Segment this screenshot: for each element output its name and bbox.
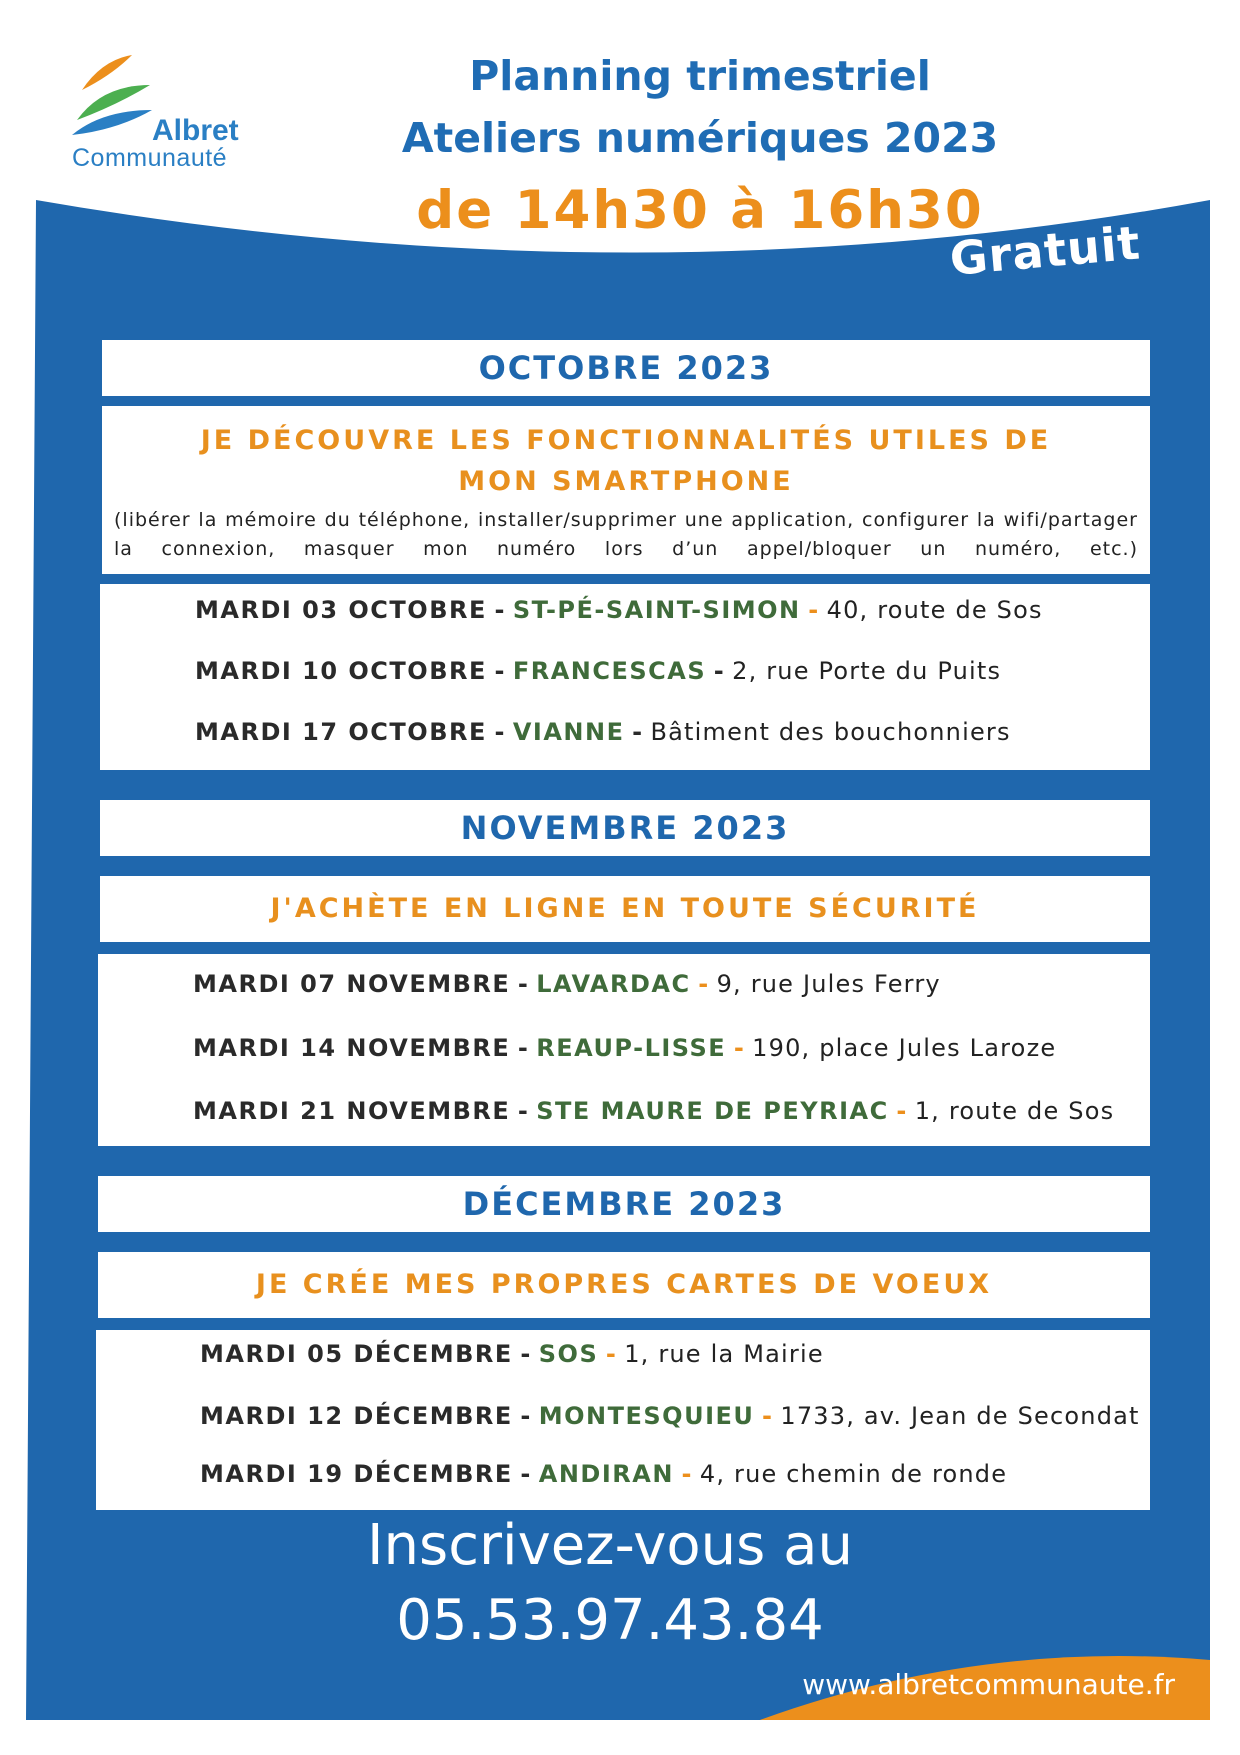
session-row: MARDI 03 OCTOBRE - ST-PÉ-SAINT-SIMON - 40, route de Sos bbox=[195, 596, 1043, 624]
sessions-box-october bbox=[100, 584, 1150, 770]
session-address: 4, rue chemin de ronde bbox=[699, 1460, 1008, 1488]
session-place: STE MAURE DE PEYRIAC bbox=[536, 1097, 889, 1125]
session-address: 190, place Jules Laroze bbox=[752, 1034, 1057, 1062]
session-place: ANDIRAN bbox=[538, 1460, 674, 1488]
session-place: SOS bbox=[538, 1340, 599, 1368]
session-date: MARDI 17 OCTOBRE bbox=[195, 718, 487, 746]
session-row: MARDI 12 DÉCEMBRE - MONTESQUIEU - 1733, av. Jean de Secondat bbox=[200, 1402, 1140, 1430]
session-date: MARDI 07 NOVEMBRE bbox=[193, 970, 511, 998]
session-row: MARDI 10 OCTOBRE - FRANCESCAS - 2, rue Porte du Puits bbox=[195, 657, 1002, 685]
session-date: MARDI 19 DÉCEMBRE bbox=[200, 1460, 513, 1488]
session-date: MARDI 21 NOVEMBRE bbox=[193, 1097, 511, 1125]
albret-logo bbox=[72, 50, 262, 175]
session-date: MARDI 03 OCTOBRE bbox=[195, 596, 487, 624]
session-row: MARDI 07 NOVEMBRE - LAVARDAC - 9, rue Jules Ferry bbox=[193, 970, 941, 998]
theme-title: J'ACHÈTE EN LIGNE EN TOUTE SÉCURITÉ bbox=[270, 893, 980, 924]
logo-leaves-icon bbox=[72, 50, 152, 135]
hours: de 14h30 à 16h30 bbox=[416, 180, 984, 241]
logo-subtitle: Communauté bbox=[72, 144, 228, 172]
website-url: www.albretcommunaute.fr bbox=[802, 1668, 1175, 1701]
sessions-box-november bbox=[98, 954, 1150, 1146]
session-date: MARDI 14 NOVEMBRE bbox=[193, 1034, 511, 1062]
session-date: MARDI 12 DÉCEMBRE bbox=[200, 1402, 513, 1430]
session-address: 1733, av. Jean de Secondat bbox=[780, 1402, 1140, 1430]
session-date: MARDI 10 OCTOBRE bbox=[195, 657, 487, 685]
session-address: 40, route de Sos bbox=[826, 596, 1043, 624]
session-address: 9, rue Jules Ferry bbox=[716, 970, 941, 998]
theme-box-november bbox=[100, 876, 1150, 942]
session-place: REAUP-LISSE bbox=[536, 1034, 727, 1062]
session-place: VIANNE bbox=[512, 718, 625, 746]
session-row: MARDI 17 OCTOBRE - VIANNE - Bâtiment des bouchonniers bbox=[195, 718, 1011, 746]
sessions-box-december bbox=[96, 1330, 1150, 1510]
session-place: MONTESQUIEU bbox=[538, 1402, 755, 1430]
session-row: MARDI 21 NOVEMBRE - STE MAURE DE PEYRIAC - 1, route de Sos bbox=[193, 1097, 1115, 1125]
page-title: Planning trimestriel bbox=[469, 52, 931, 100]
theme-note: (libérer la mémoire du téléphone, installer/supprimer une application, configurer la wifi/partager la connexion, masquer mon numéro lors d’un appel/bloquer un numéro, etc.) bbox=[114, 509, 1138, 560]
free-label: Gratuit bbox=[947, 215, 1143, 286]
signup-phone: 05.53.97.43.84 bbox=[396, 1588, 824, 1653]
session-place: ST-PÉ-SAINT-SIMON bbox=[512, 596, 801, 624]
page-subtitle: Ateliers numériques 2023 bbox=[401, 114, 999, 162]
session-row: MARDI 14 NOVEMBRE - REAUP-LISSE - 190, place Jules Laroze bbox=[193, 1034, 1057, 1062]
month-label: NOVEMBRE 2023 bbox=[460, 809, 790, 847]
month-label: DÉCEMBRE 2023 bbox=[462, 1185, 786, 1223]
session-place: LAVARDAC bbox=[536, 970, 691, 998]
month-header-november bbox=[100, 800, 1150, 856]
session-address: 1, rue la Mairie bbox=[624, 1340, 824, 1368]
session-address: Bâtiment des bouchonniers bbox=[650, 718, 1011, 746]
session-row: MARDI 19 DÉCEMBRE - ANDIRAN - 4, rue chemin de ronde bbox=[200, 1460, 1008, 1488]
theme-title: JE DÉCOUVRE LES FONCTIONNALITÉS UTILES DE MON SMARTPHONE bbox=[200, 425, 1052, 497]
theme-box-december bbox=[98, 1252, 1150, 1318]
month-header-october bbox=[102, 340, 1150, 396]
logo-name: Albret bbox=[152, 114, 239, 147]
theme-title: JE CRÉE MES PROPRES CARTES DE VOEUX bbox=[255, 1269, 993, 1300]
month-label: OCTOBRE 2023 bbox=[478, 349, 774, 387]
theme-box-october bbox=[102, 406, 1150, 574]
session-date: MARDI 05 DÉCEMBRE bbox=[200, 1340, 513, 1368]
signup-text: Inscrivez-vous au bbox=[367, 1513, 853, 1578]
session-place: FRANCESCAS bbox=[512, 657, 707, 685]
month-header-december bbox=[98, 1176, 1150, 1232]
session-address: 1, route de Sos bbox=[914, 1097, 1115, 1125]
session-row: MARDI 05 DÉCEMBRE - SOS - 1, rue la Mairie bbox=[200, 1340, 824, 1368]
session-address: 2, rue Porte du Puits bbox=[732, 657, 1002, 685]
